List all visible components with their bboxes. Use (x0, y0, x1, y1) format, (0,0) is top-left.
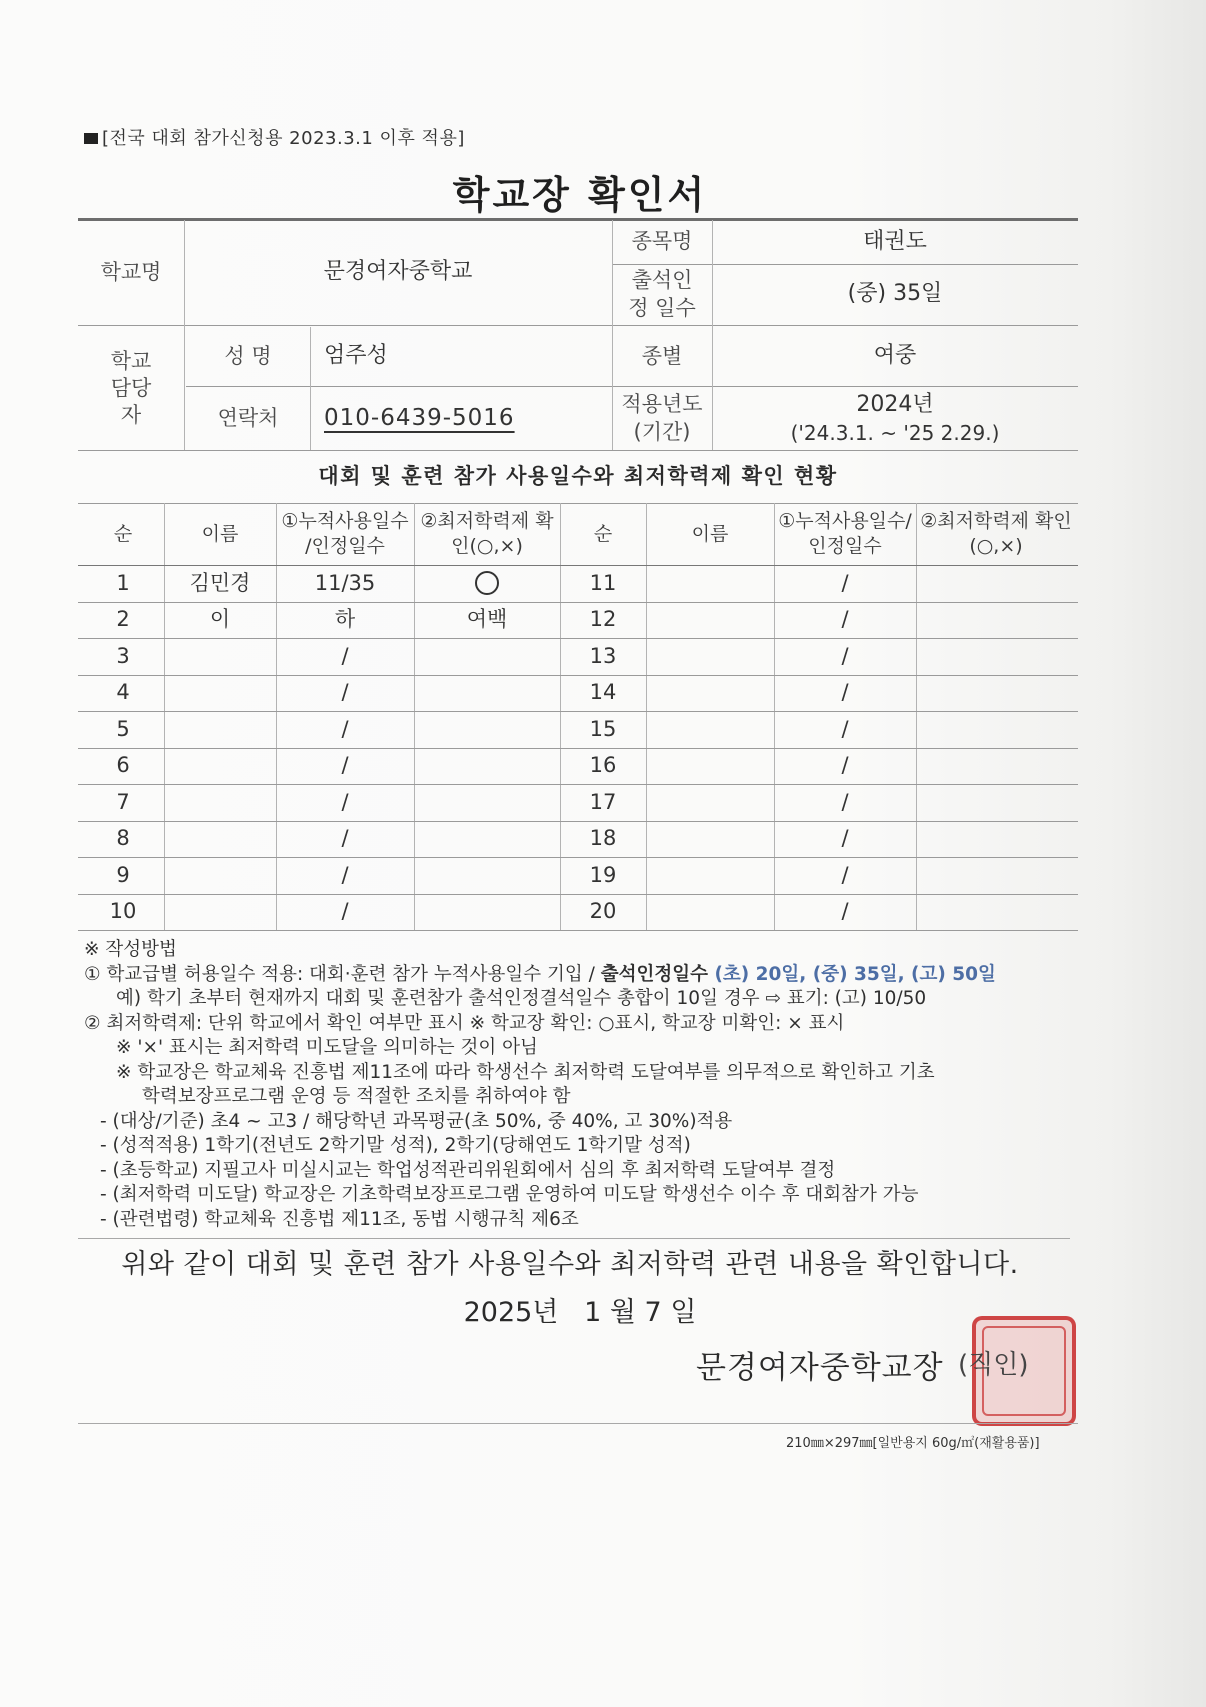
note-line: ② 최저학력제: 단위 학교에서 확인 여부만 표시 ※ 학교장 확인: ○표시, 학교장 미확인: × 표시 (84, 1012, 845, 1034)
table-cell-name2 (646, 565, 774, 602)
notes-heading: ※ 작성방법 (84, 939, 177, 960)
note-line: - (성적적용) 1학기(전년도 2학기말 성적), 2학기(당해연도 1학기말 성적) (100, 1135, 691, 1156)
note-line: ※ '×' 표시는 최저학력 미도달을 의미하는 것이 아님 (116, 1037, 538, 1058)
table-cell-name2 (646, 784, 774, 821)
table-row (78, 748, 1078, 785)
contact-label: 연락처 (217, 405, 279, 430)
manager-label: 학교 담당자 (110, 348, 152, 428)
note-line: - (관련법령) 학교체육 진흥법 제11조, 동법 시행규칙 제6조 (100, 1208, 579, 1230)
table-cell-no2: 18 (589, 826, 617, 851)
table-cell-days2: / (841, 862, 849, 887)
period-value: ('24.3.1. ~ '25 2.29.) (790, 420, 1000, 445)
table-cell-days: / (341, 826, 349, 851)
table-cell-name: 김민경 (189, 570, 251, 595)
table-cell-no: 9 (116, 862, 130, 887)
table-cell-no: 5 (116, 716, 130, 741)
table-header-cell: ①누적사용일수 /인정일수 (281, 510, 409, 557)
confirm-circle-mark (414, 565, 560, 602)
table-cell-days2: / (841, 607, 849, 632)
attendance-label: 출석인정 일수 (628, 268, 696, 320)
table-cell-check (414, 638, 560, 675)
table-cell-check (414, 857, 560, 894)
footer-divider (78, 1423, 1078, 1424)
table-cell-name (164, 638, 276, 675)
table-cell-no2: 20 (589, 899, 617, 924)
table-cell-days: / (341, 680, 349, 705)
table-header-cell: 이름 (691, 522, 729, 545)
table-cell-name2 (646, 748, 774, 785)
table-cell-no2: 19 (589, 862, 617, 887)
table-cell-name (164, 711, 276, 748)
table-row (78, 638, 1078, 675)
table-cell-no: 1 (116, 570, 130, 595)
table-header-cell: 순 (593, 522, 613, 545)
issue-date: 2025년 1 월 7 일 (463, 1297, 697, 1328)
table-row (78, 784, 1078, 821)
table-cell-days: / (341, 643, 349, 668)
table-cell-no2: 12 (589, 607, 617, 632)
table-cell-days2: / (841, 826, 849, 851)
instructions (84, 938, 1094, 1232)
table-cell-no2: 11 (589, 570, 617, 595)
table-cell-check (414, 748, 560, 785)
table-cell-check (414, 675, 560, 712)
paper-spec: 210㎜×297㎜[일반용지 60g/㎡(재활용품)] (786, 1436, 1040, 1451)
table-header-cell: ②최저학력제 확인(○,×) (920, 510, 1072, 557)
table-header-cell: 순 (113, 522, 133, 545)
event-value: 태권도 (863, 228, 927, 254)
table-cell-days: / (341, 716, 349, 741)
table-cell-no: 10 (109, 899, 137, 924)
table-cell-check2 (916, 565, 1076, 602)
note-line: 학력보장프로그램 운영 등 적절한 조치를 취하여야 함 (142, 1086, 571, 1107)
table-row (78, 602, 1078, 639)
table-cell-check: 여백 (466, 607, 508, 632)
table-cell-check2 (916, 821, 1076, 858)
table-header-cell: 이름 (201, 522, 239, 545)
table-cell-name2 (646, 602, 774, 639)
table-cell-no2: 15 (589, 716, 617, 741)
table-cell-days: 11/35 (314, 570, 376, 595)
table-cell-no: 7 (116, 789, 130, 814)
document-title: 학교장 확인서 (452, 173, 708, 217)
table-cell-name2 (646, 711, 774, 748)
table-cell-no2: 16 (589, 753, 617, 778)
table-cell-days2: / (841, 680, 849, 705)
event-label: 종목명 (631, 229, 693, 254)
table-cell-no: 3 (116, 643, 130, 668)
table-row (78, 857, 1078, 894)
table-cell-check2 (916, 711, 1076, 748)
table-cell-name2 (646, 821, 774, 858)
table-cell-check2 (916, 675, 1076, 712)
school-name: 문경여자중학교 (323, 259, 473, 285)
table-cell-no2: 14 (589, 680, 617, 705)
table-cell-name (164, 821, 276, 858)
table-cell-days2: / (841, 753, 849, 778)
circle-mark-icon (475, 571, 499, 595)
table-cell-name: 이 (209, 607, 231, 632)
school-label: 학교명 (100, 259, 162, 284)
category-value: 여중 (873, 343, 917, 369)
notes-divider (78, 1238, 1070, 1239)
manager-name: 엄주성 (324, 343, 388, 369)
seal-label: (직인) (958, 1350, 1029, 1380)
table-cell-check (414, 894, 560, 931)
table-cell-check (414, 711, 560, 748)
square-bullet-icon (84, 133, 98, 144)
table-cell-no2: 13 (589, 643, 617, 668)
contact-phone: 010-6439-5016 (324, 404, 515, 431)
table-cell-name (164, 784, 276, 821)
name-label: 성 명 (224, 343, 272, 368)
table-row (78, 894, 1078, 931)
table-cell-check (414, 784, 560, 821)
note-line: - (대상/기준) 초4 ~ 고3 / 해당학년 과목평균(초 50%, 중 40%, 고 30%)적용 (100, 1110, 733, 1132)
year-cell (712, 387, 1078, 450)
confirmation-text: 위와 같이 대회 및 훈련 참가 사용일수와 최저학력 관련 내용을 확인합니다. (121, 1249, 1019, 1280)
year-label: 적용년도 (기간) (621, 392, 703, 444)
table-cell-check2 (916, 784, 1076, 821)
note-line: - (최저학력 미도달) 학교장은 기초학력보장프로그램 운영하여 미도달 학생선수 이수 후 대회참가 가능 (100, 1184, 919, 1205)
table-cell-check2 (916, 748, 1076, 785)
table-cell-no: 4 (116, 680, 130, 705)
table-cell-days: / (341, 789, 349, 814)
table-cell-days: / (341, 753, 349, 778)
table-cell-check2 (916, 602, 1076, 639)
table-cell-days2: / (841, 570, 849, 595)
table-cell-days2: / (841, 899, 849, 924)
table-cell-name (164, 894, 276, 931)
table-cell-name (164, 748, 276, 785)
note-line: 예) 학기 초부터 현재까지 대회 및 훈련참가 출석인정결석일수 총합이 10일 경우 ⇨ 표기: (고) 10/50 (116, 988, 927, 1009)
table-cell-check (414, 821, 560, 858)
table-cell-days2: / (841, 643, 849, 668)
table-cell-no2: 17 (589, 789, 617, 814)
section-title: 대회 및 훈련 참가 사용일수와 최저학력제 확인 현황 (318, 464, 838, 489)
info-divider (78, 325, 1078, 326)
attendance-value: (중) 35일 (847, 281, 943, 307)
table-row (78, 711, 1078, 748)
application-note: [전국 대회 참가신청용 2023.3.1 이후 적용] (84, 124, 465, 150)
principal-title: 문경여자중학교장 (696, 1350, 944, 1386)
table-cell-days2: / (841, 789, 849, 814)
table-cell-days2: / (841, 716, 849, 741)
table-header-cell: ②최저학력제 확인(○,×) (420, 510, 554, 557)
table-cell-name2 (646, 857, 774, 894)
table-cell-days: / (341, 862, 349, 887)
note-line: - (초등학교) 지필고사 미실시교는 학업성적관리위원회에서 심의 후 최저학력 도달여부 결정 (100, 1159, 836, 1181)
table-cell-days: / (341, 899, 349, 924)
category-label: 종별 (641, 343, 683, 368)
table-cell-no: 6 (116, 753, 130, 778)
table-cell-name (164, 857, 276, 894)
note-line: ※ 학교장은 학교체육 진흥법 제11조에 따라 학생선수 최저학력 도달여부를 의무적으로 확인하고 기초 (116, 1061, 935, 1083)
table-row (78, 675, 1078, 712)
table-cell-name2 (646, 638, 774, 675)
table-cell-check2 (916, 638, 1076, 675)
note-line: ① 학교급별 허용일수 적용: 대회·훈련 참가 누적사용일수 기입 / 출석인정일수 (초) 20일, (중) 35일, (고) 50일 (84, 963, 996, 985)
year-value: 2024년 (856, 392, 934, 418)
table-cell-name (164, 675, 276, 712)
table-cell-check2 (916, 894, 1076, 931)
table-row-divider (78, 930, 1078, 931)
table-cell-name2 (646, 894, 774, 931)
table-cell-name2 (646, 675, 774, 712)
table-header-cell: ①누적사용일수/ 인정일수 (778, 510, 912, 557)
table-cell-check2 (916, 857, 1076, 894)
table-row (78, 821, 1078, 858)
table-cell-no: 8 (116, 826, 130, 851)
table-row (78, 565, 1078, 602)
table-cell-days: 하 (334, 607, 356, 632)
table-cell-no: 2 (116, 607, 130, 632)
